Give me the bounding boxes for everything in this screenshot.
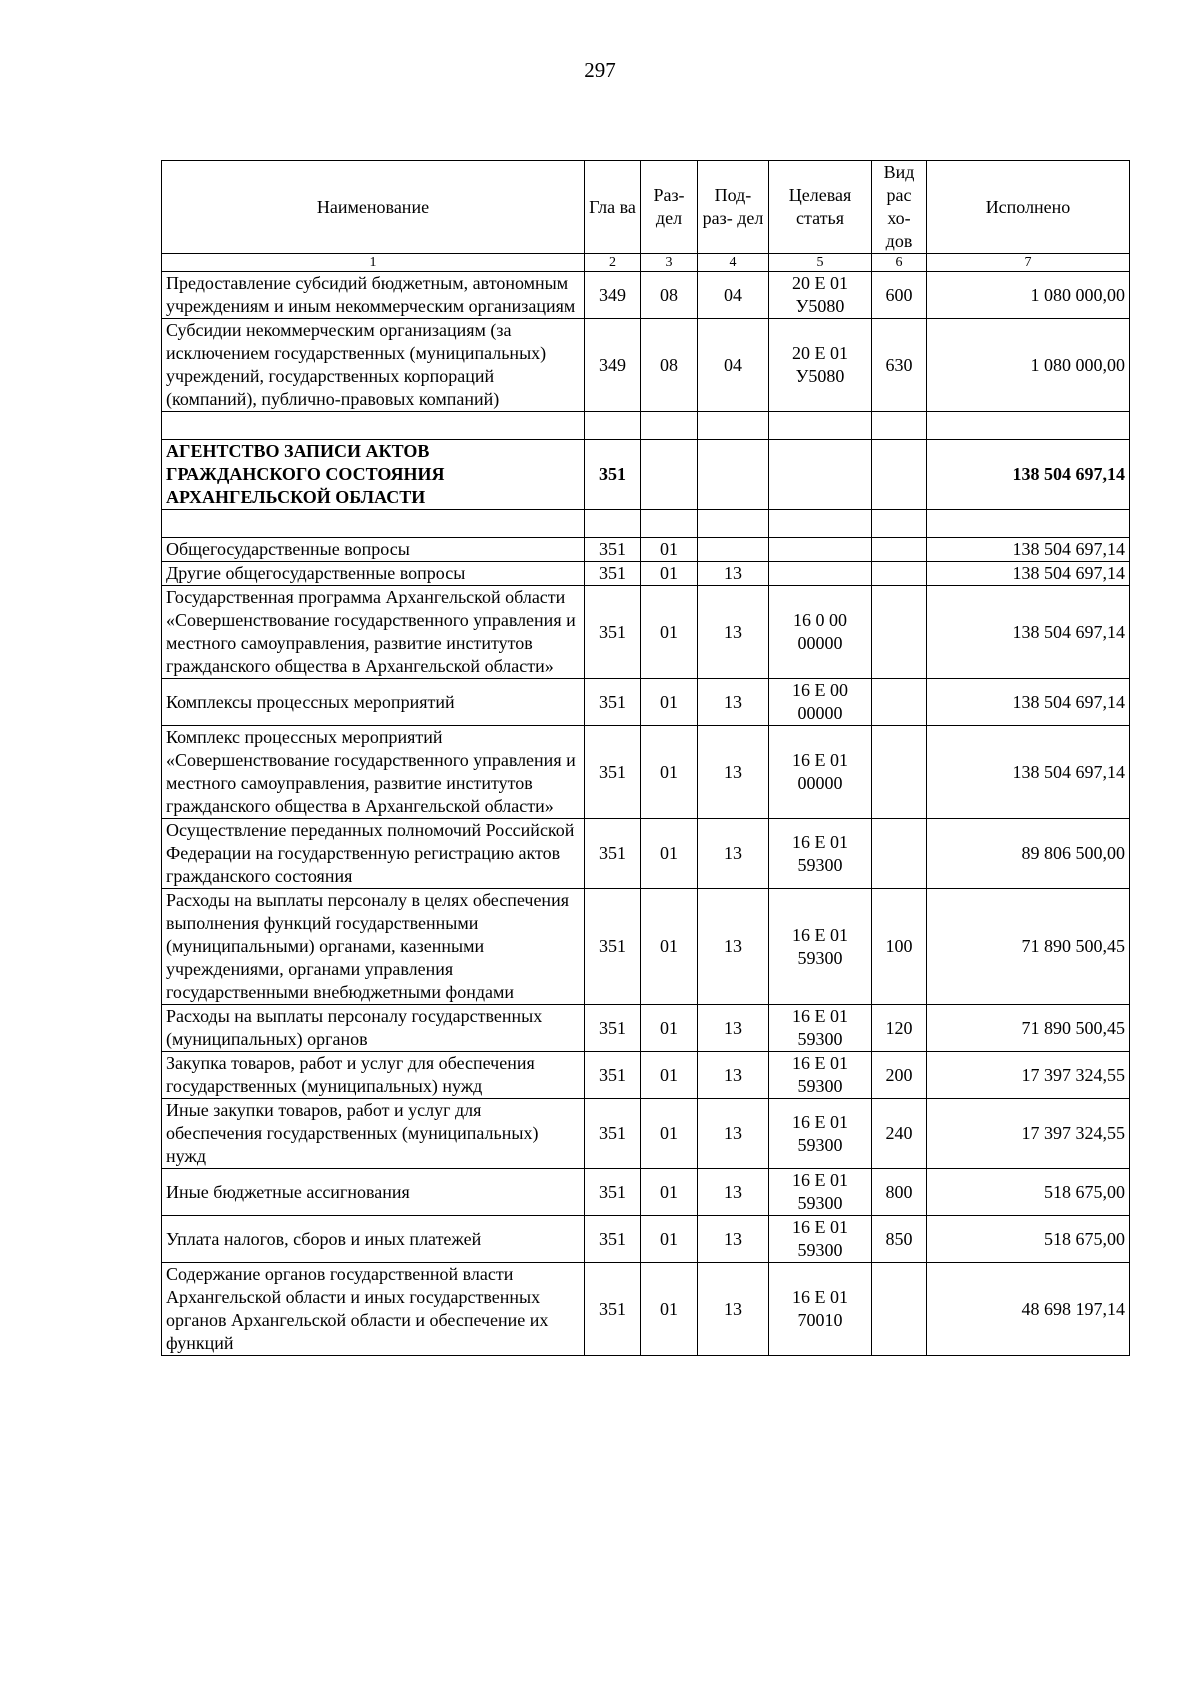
header-glava: Гла ва — [585, 161, 641, 254]
row-target-article: 16 Е 01 59300 — [769, 1099, 872, 1169]
row-name: Общегосударственные вопросы — [162, 538, 585, 562]
row-expense-type — [872, 562, 927, 586]
row-expense-type: 850 — [872, 1216, 927, 1263]
row-target-article: 16 Е 01 70010 — [769, 1263, 872, 1356]
row-podrazdel: 13 — [698, 1169, 769, 1216]
row-amount: 138 504 697,14 — [927, 726, 1130, 819]
row-razdel: 01 — [641, 1263, 698, 1356]
row-amount: 138 504 697,14 — [927, 562, 1130, 586]
row-podrazdel: 13 — [698, 1099, 769, 1169]
row-podrazdel — [698, 440, 769, 510]
spacer-row — [162, 412, 1130, 440]
row-razdel: 01 — [641, 1169, 698, 1216]
row-name: Государственная программа Архангельской области «Совершенствование государственного управления и местного самоуправления, развитие институтов гражданского общества в Архангельской области» — [162, 586, 585, 679]
empty-cell — [872, 510, 927, 538]
row-expense-type: 100 — [872, 889, 927, 1005]
row-glava: 349 — [585, 319, 641, 412]
table-row — [162, 819, 1130, 889]
empty-cell — [585, 412, 641, 440]
budget-table — [161, 160, 1130, 1356]
table-row — [162, 679, 1130, 726]
table-row — [162, 1005, 1130, 1052]
column-number: 1 — [162, 254, 585, 272]
row-expense-type: 120 — [872, 1005, 927, 1052]
row-glava: 351 — [585, 538, 641, 562]
column-number: 4 — [698, 254, 769, 272]
empty-cell — [927, 510, 1130, 538]
row-podrazdel: 13 — [698, 819, 769, 889]
row-target-article: 16 Е 01 00000 — [769, 726, 872, 819]
row-target-article: 16 Е 01 59300 — [769, 1005, 872, 1052]
table-row — [162, 889, 1130, 1005]
empty-cell — [162, 510, 585, 538]
row-expense-type: 200 — [872, 1052, 927, 1099]
row-amount: 71 890 500,45 — [927, 889, 1130, 1005]
row-expense-type: 800 — [872, 1169, 927, 1216]
header-razdel: Раз- дел — [641, 161, 698, 254]
row-glava: 351 — [585, 1099, 641, 1169]
row-glava: 351 — [585, 726, 641, 819]
table-row — [162, 272, 1130, 319]
row-razdel: 08 — [641, 319, 698, 412]
empty-cell — [585, 510, 641, 538]
row-glava: 351 — [585, 1216, 641, 1263]
row-amount: 89 806 500,00 — [927, 819, 1130, 889]
row-target-article: 16 0 00 00000 — [769, 586, 872, 679]
column-numbers-row — [162, 254, 1130, 272]
row-glava: 351 — [585, 819, 641, 889]
row-razdel — [641, 440, 698, 510]
table-row — [162, 1216, 1130, 1263]
table-row — [162, 1169, 1130, 1216]
row-glava: 351 — [585, 1263, 641, 1356]
row-razdel: 01 — [641, 1216, 698, 1263]
row-name: Другие общегосударственные вопросы — [162, 562, 585, 586]
row-expense-type — [872, 1263, 927, 1356]
header-done: Исполнено — [927, 161, 1130, 254]
row-target-article: 20 E 01 У5080 — [769, 319, 872, 412]
row-target-article — [769, 440, 872, 510]
row-name: Расходы на выплаты персоналу в целях обеспечения выполнения функций государственными (муниципальными) органами, казенными учреждениями, органами управления государственными внебюджетными фондами — [162, 889, 585, 1005]
row-podrazdel: 13 — [698, 1005, 769, 1052]
table-row — [162, 1099, 1130, 1169]
row-name: Содержание органов государственной власти Архангельской области и иных государственных органов Архангельской области и обеспечение их функций — [162, 1263, 585, 1356]
header-vid: Вид рас хо- дов — [872, 161, 927, 254]
column-number: 7 — [927, 254, 1130, 272]
row-razdel: 01 — [641, 726, 698, 819]
row-razdel: 01 — [641, 562, 698, 586]
row-podrazdel: 13 — [698, 1052, 769, 1099]
row-razdel: 01 — [641, 1005, 698, 1052]
row-name: Комплекс процессных мероприятий «Совершенствование государственного управления и местного самоуправления, развитие институтов гражданского общества в Архангельской области» — [162, 726, 585, 819]
empty-cell — [769, 510, 872, 538]
row-amount: 48 698 197,14 — [927, 1263, 1130, 1356]
row-podrazdel: 13 — [698, 679, 769, 726]
agency-row — [162, 440, 1130, 510]
row-name: Уплата налогов, сборов и иных платежей — [162, 1216, 585, 1263]
row-amount: 518 675,00 — [927, 1216, 1130, 1263]
row-expense-type — [872, 819, 927, 889]
row-podrazdel: 13 — [698, 562, 769, 586]
spacer-row — [162, 510, 1130, 538]
row-amount: 138 504 697,14 — [927, 586, 1130, 679]
row-target-article — [769, 562, 872, 586]
row-razdel: 01 — [641, 1099, 698, 1169]
row-name: Закупка товаров, работ и услуг для обеспечения государственных (муниципальных) нужд — [162, 1052, 585, 1099]
row-podrazdel: 13 — [698, 586, 769, 679]
row-glava: 351 — [585, 1005, 641, 1052]
row-glava: 351 — [585, 1169, 641, 1216]
row-expense-type: 630 — [872, 319, 927, 412]
row-glava: 351 — [585, 679, 641, 726]
empty-cell — [698, 510, 769, 538]
row-amount: 138 504 697,14 — [927, 538, 1130, 562]
row-glava: 351 — [585, 562, 641, 586]
row-glava: 351 — [585, 440, 641, 510]
row-podrazdel: 04 — [698, 272, 769, 319]
row-glava: 351 — [585, 1052, 641, 1099]
row-amount: 71 890 500,45 — [927, 1005, 1130, 1052]
row-target-article: 16 Е 01 59300 — [769, 819, 872, 889]
row-name: Иные бюджетные ассигнования — [162, 1169, 585, 1216]
table-row — [162, 726, 1130, 819]
row-glava: 351 — [585, 586, 641, 679]
column-number: 5 — [769, 254, 872, 272]
empty-cell — [162, 412, 585, 440]
row-expense-type — [872, 586, 927, 679]
row-target-article: 16 Е 01 59300 — [769, 1052, 872, 1099]
row-glava: 349 — [585, 272, 641, 319]
column-number: 2 — [585, 254, 641, 272]
table-body — [162, 272, 1130, 1356]
row-expense-type — [872, 440, 927, 510]
column-number: 6 — [872, 254, 927, 272]
row-amount: 17 397 324,55 — [927, 1052, 1130, 1099]
row-name: АГЕНТСТВО ЗАПИСИ АКТОВ ГРАЖДАНСКОГО СОСТОЯНИЯ АРХАНГЕЛЬСКОЙ ОБЛАСТИ — [162, 440, 585, 510]
row-razdel: 01 — [641, 586, 698, 679]
row-podrazdel: 04 — [698, 319, 769, 412]
row-expense-type: 600 — [872, 272, 927, 319]
row-amount: 1 080 000,00 — [927, 272, 1130, 319]
row-name: Иные закупки товаров, работ и услуг для обеспечения государственных (муниципальных) нужд — [162, 1099, 585, 1169]
row-razdel: 01 — [641, 679, 698, 726]
table-row — [162, 1052, 1130, 1099]
table-row — [162, 538, 1130, 562]
row-expense-type: 240 — [872, 1099, 927, 1169]
row-target-article — [769, 538, 872, 562]
row-podrazdel: 13 — [698, 1216, 769, 1263]
row-name: Расходы на выплаты персоналу государственных (муниципальных) органов — [162, 1005, 585, 1052]
row-target-article: 16 Е 00 00000 — [769, 679, 872, 726]
row-target-article: 16 Е 01 59300 — [769, 1169, 872, 1216]
row-amount: 138 504 697,14 — [927, 679, 1130, 726]
table-row — [162, 586, 1130, 679]
row-target-article: 16 Е 01 59300 — [769, 889, 872, 1005]
row-razdel: 01 — [641, 819, 698, 889]
page-number: 297 — [584, 58, 616, 82]
table-header — [162, 161, 1130, 272]
row-name: Комплексы процессных мероприятий — [162, 679, 585, 726]
row-razdel: 01 — [641, 538, 698, 562]
table-row — [162, 562, 1130, 586]
row-name: Предоставление субсидий бюджетным, автономным учреждениям и иным некоммерческим организациям — [162, 272, 585, 319]
row-name: Субсидии некоммерческим организациям (за исключением государственных (муниципальных) учреждений, государственных корпораций (компаний), публично-правовых компаний) — [162, 319, 585, 412]
row-glava: 351 — [585, 889, 641, 1005]
row-amount: 518 675,00 — [927, 1169, 1130, 1216]
row-expense-type — [872, 538, 927, 562]
row-target-article: 20 E 01 У5080 — [769, 272, 872, 319]
row-amount: 17 397 324,55 — [927, 1099, 1130, 1169]
row-expense-type — [872, 726, 927, 819]
header-name: Наименование — [162, 161, 585, 254]
table-row — [162, 1263, 1130, 1356]
row-razdel: 01 — [641, 1052, 698, 1099]
row-razdel: 01 — [641, 889, 698, 1005]
table-row — [162, 319, 1130, 412]
row-amount: 1 080 000,00 — [927, 319, 1130, 412]
row-razdel: 08 — [641, 272, 698, 319]
row-podrazdel: 13 — [698, 1263, 769, 1356]
empty-cell — [641, 412, 698, 440]
empty-cell — [872, 412, 927, 440]
row-amount: 138 504 697,14 — [927, 440, 1130, 510]
row-podrazdel — [698, 538, 769, 562]
empty-cell — [641, 510, 698, 538]
row-podrazdel: 13 — [698, 726, 769, 819]
column-number: 3 — [641, 254, 698, 272]
row-target-article: 16 Е 01 59300 — [769, 1216, 872, 1263]
empty-cell — [769, 412, 872, 440]
header-target: Целевая статья — [769, 161, 872, 254]
row-name: Осуществление переданных полномочий Российской Федерации на государственную регистрацию актов гражданского состояния — [162, 819, 585, 889]
row-podrazdel: 13 — [698, 889, 769, 1005]
empty-cell — [698, 412, 769, 440]
header-podrazdel: Под- раз- дел — [698, 161, 769, 254]
empty-cell — [927, 412, 1130, 440]
row-expense-type — [872, 679, 927, 726]
